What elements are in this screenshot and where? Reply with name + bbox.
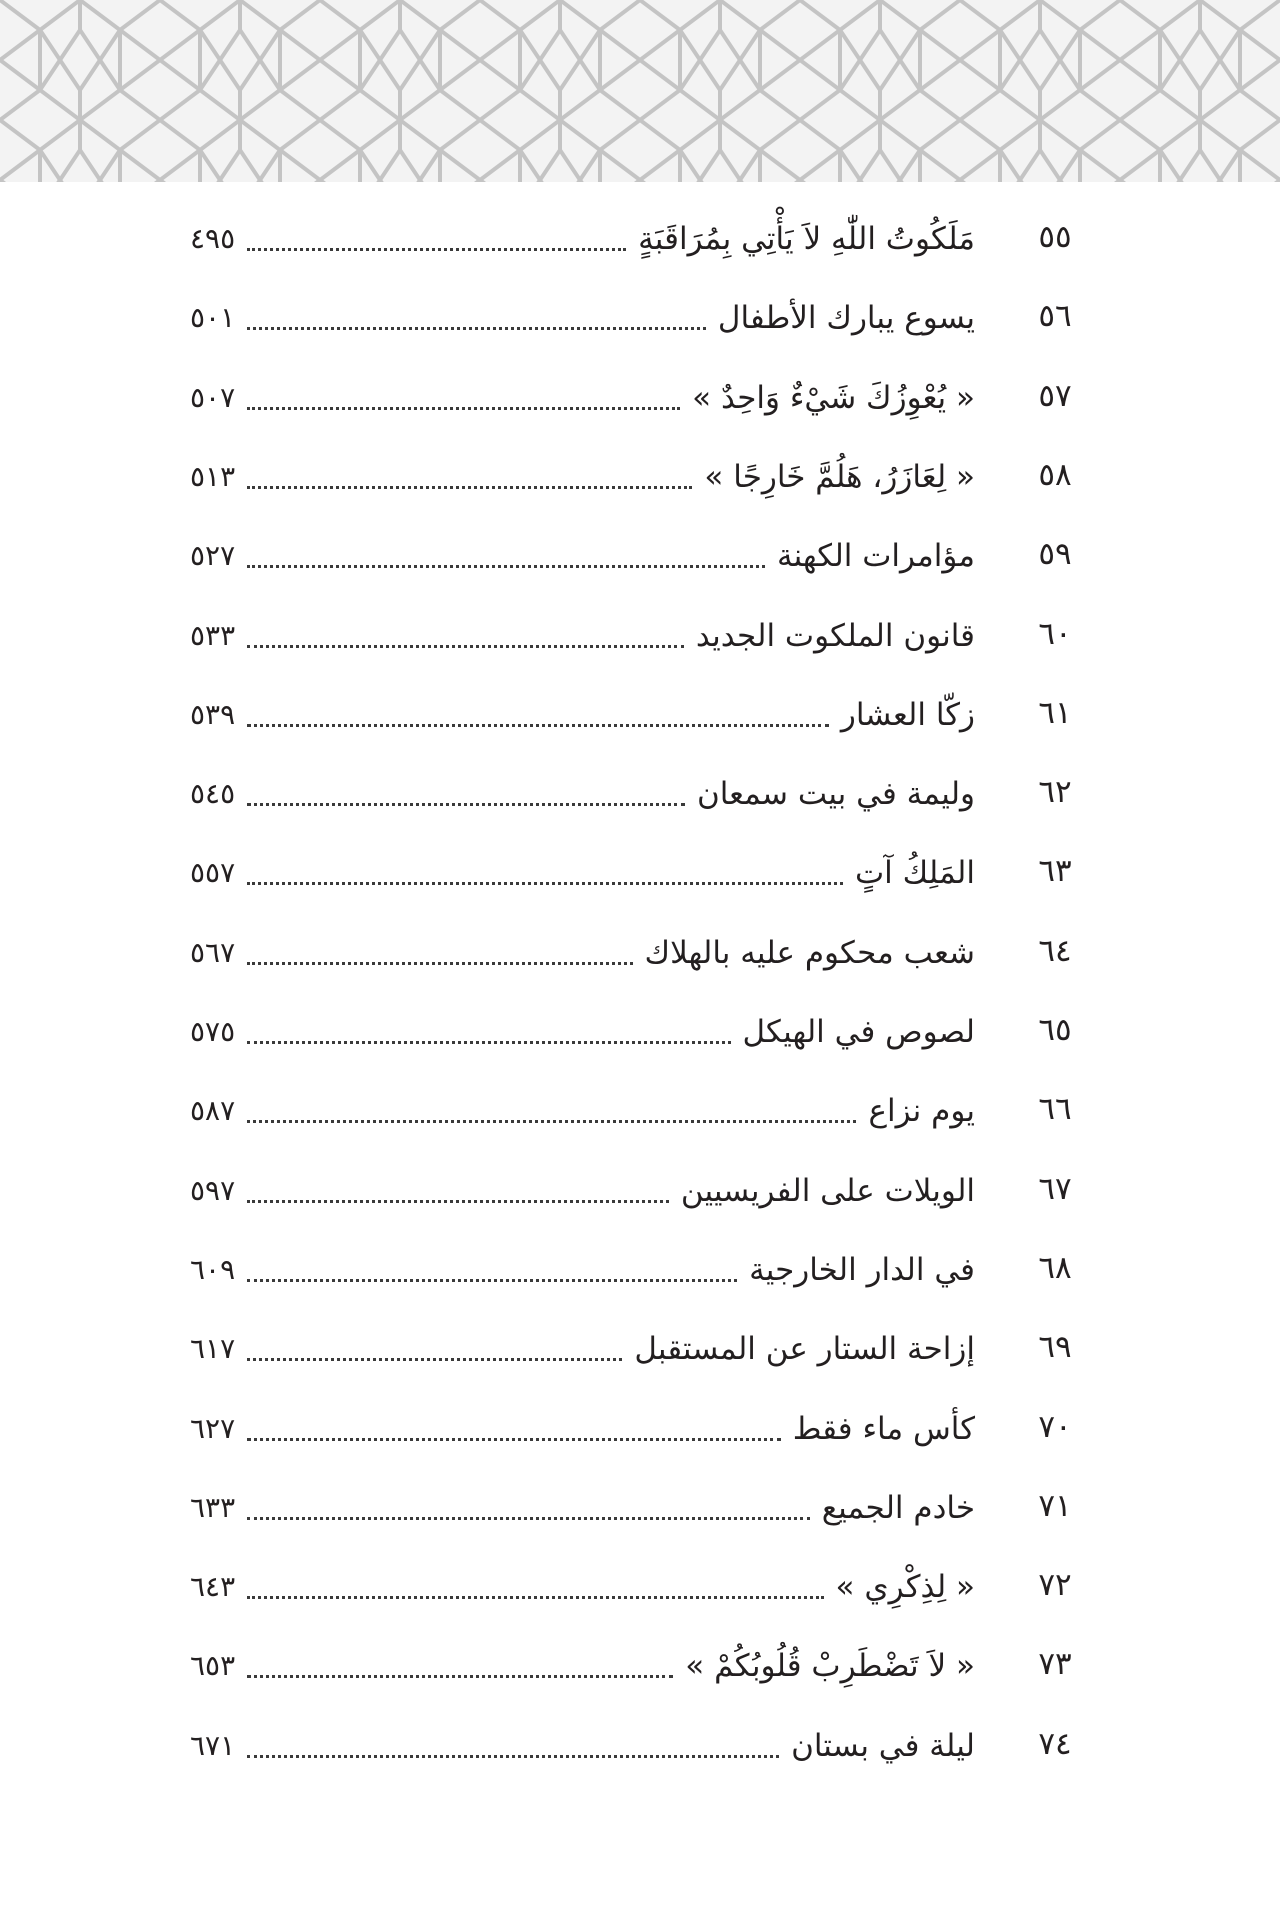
chapter-title: الويلات على الفريسيين xyxy=(680,1173,975,1209)
dot-leader xyxy=(247,1041,730,1044)
toc-entry-line xyxy=(190,1476,975,1536)
chapter-title: وليمة في بيت سمعان xyxy=(696,776,975,812)
toc-entry-line xyxy=(190,366,975,426)
chapter-title: ليلة في بستان xyxy=(791,1728,975,1764)
toc-entry-line xyxy=(190,1317,975,1377)
dot-leader xyxy=(247,645,684,648)
toc-entry xyxy=(0,1000,1280,1060)
chapter-number: ٥٦ xyxy=(1038,298,1072,334)
toc-entry-line xyxy=(190,841,975,901)
chapter-title: المَلِكُ آتٍ xyxy=(854,855,975,891)
chapter-title: مَلَكُوتُ اللّٰهِ لاَ يَأْتِي بِمُرَاقَبَةٍ xyxy=(638,221,975,257)
dot-leader xyxy=(247,1517,810,1520)
chapter-number: ٥٧ xyxy=(1038,378,1072,414)
toc-entry xyxy=(0,1634,1280,1694)
toc-entry-line xyxy=(190,762,975,822)
toc-entry xyxy=(0,1714,1280,1774)
page-number: ٥٤٥ xyxy=(190,777,236,810)
chapter-number: ٥٥ xyxy=(1038,219,1072,255)
toc-entry-line xyxy=(190,604,975,664)
page-number: ٥٦٧ xyxy=(190,936,236,969)
chapter-number: ٦٥ xyxy=(1038,1012,1072,1048)
toc-entry-line xyxy=(190,1555,975,1615)
page-number: ٥٢٧ xyxy=(190,539,236,572)
page-number: ٥٣٩ xyxy=(190,698,236,731)
chapter-title: « يُعْوِزُكَ شَيْءٌ وَاحِدٌ » xyxy=(692,380,975,416)
dot-leader xyxy=(247,565,765,568)
dot-leader xyxy=(247,1120,856,1123)
chapter-number: ٦٠ xyxy=(1038,616,1072,652)
dot-leader xyxy=(247,248,626,251)
toc-entry-line xyxy=(190,1238,975,1298)
dot-leader xyxy=(247,486,692,489)
page-number: ٥٥٧ xyxy=(190,856,236,889)
dot-leader xyxy=(247,1200,669,1203)
chapter-number: ٦٨ xyxy=(1038,1250,1072,1286)
chapter-title: قانون الملكوت الجديد xyxy=(695,618,975,654)
toc-entry xyxy=(0,445,1280,505)
dot-leader xyxy=(247,1596,823,1599)
page-number: ٥٧٥ xyxy=(190,1015,236,1048)
toc-entry xyxy=(0,1476,1280,1536)
toc-entry xyxy=(0,366,1280,426)
chapter-title: زكّا العشار xyxy=(840,697,975,733)
toc-entry-line xyxy=(190,445,975,505)
page-number: ٦٣٣ xyxy=(190,1491,236,1524)
page-number: ٦٤٣ xyxy=(190,1570,236,1603)
dot-leader xyxy=(247,724,829,727)
chapter-number: ٦٢ xyxy=(1038,774,1072,810)
page-number: ٤٩٥ xyxy=(190,222,236,255)
chapter-title: مؤامرات الكهنة xyxy=(776,538,975,574)
dot-leader xyxy=(247,1755,779,1758)
toc-entry xyxy=(0,921,1280,981)
toc-entry xyxy=(0,1317,1280,1377)
toc-entry-line xyxy=(190,1000,975,1060)
chapter-title: « لِعَازَرُ، هَلُمَّ خَارِجًا » xyxy=(704,459,975,495)
dot-leader xyxy=(247,327,706,330)
toc-entry-line xyxy=(190,1714,975,1774)
dot-leader xyxy=(247,1358,622,1361)
toc-entry xyxy=(0,286,1280,346)
page-number: ٥٠٧ xyxy=(190,381,236,414)
toc-entry xyxy=(0,683,1280,743)
toc-entry xyxy=(0,604,1280,664)
dot-leader xyxy=(247,1279,737,1282)
page-number: ٥٠١ xyxy=(190,301,236,334)
chapter-title: خادم الجميع xyxy=(821,1490,975,1526)
toc-entry-line xyxy=(190,1397,975,1457)
toc-entry xyxy=(0,1159,1280,1219)
toc-entry-line xyxy=(190,683,975,743)
toc-entry-line xyxy=(190,921,975,981)
toc-entry xyxy=(0,1555,1280,1615)
dot-leader xyxy=(247,962,632,965)
chapter-title: شعب محكوم عليه بالهلاك xyxy=(644,935,975,971)
chapter-title: في الدار الخارجية xyxy=(749,1252,975,1288)
page-number: ٦٧١ xyxy=(190,1729,236,1762)
chapter-number: ٥٨ xyxy=(1038,457,1072,493)
chapter-number: ٧٤ xyxy=(1038,1726,1072,1762)
chapter-title: لصوص في الهيكل xyxy=(742,1014,975,1050)
chapter-number: ٦٧ xyxy=(1038,1171,1072,1207)
chapter-title: إزاحة الستار عن المستقبل xyxy=(634,1331,975,1367)
toc-entry-line xyxy=(190,286,975,346)
toc-entry-line xyxy=(190,1159,975,1219)
page-number: ٦١٧ xyxy=(190,1332,236,1365)
chapter-title: كأس ماء فقط xyxy=(792,1411,975,1447)
chapter-title: « لِذِكْرِي » xyxy=(835,1569,975,1605)
chapter-title: « لاَ تَضْطَرِبْ قُلُوبُكُمْ » xyxy=(685,1648,975,1684)
chapter-number: ٦٦ xyxy=(1038,1091,1072,1127)
page-number: ٥١٣ xyxy=(190,460,236,493)
dot-leader xyxy=(247,803,685,806)
toc-entry xyxy=(0,1238,1280,1298)
dot-leader xyxy=(247,407,680,410)
toc-entry xyxy=(0,762,1280,822)
chapter-number: ٥٩ xyxy=(1038,536,1072,572)
dot-leader xyxy=(247,882,843,885)
toc-entry-line xyxy=(190,1634,975,1694)
toc-entry xyxy=(0,1397,1280,1457)
chapter-title: يسوع يبارك الأطفال xyxy=(717,300,975,336)
page-number: ٦٠٩ xyxy=(190,1253,236,1286)
toc-entry-line xyxy=(190,1079,975,1139)
page-number: ٦٥٣ xyxy=(190,1649,236,1682)
page-number: ٥٩٧ xyxy=(190,1174,236,1207)
chapter-number: ٦٤ xyxy=(1038,933,1072,969)
page-number: ٥٣٣ xyxy=(190,619,236,652)
toc-entry xyxy=(0,207,1280,267)
dot-leader xyxy=(247,1675,673,1678)
chapter-title: يوم نزاع xyxy=(868,1093,975,1129)
chapter-number: ٦١ xyxy=(1038,695,1072,731)
chapter-number: ٧٢ xyxy=(1038,1567,1072,1603)
page-number: ٥٨٧ xyxy=(190,1094,236,1127)
toc-entry-line xyxy=(190,207,975,267)
chapter-number: ٧٠ xyxy=(1038,1409,1072,1445)
page-number: ٦٢٧ xyxy=(190,1412,236,1445)
toc-entry xyxy=(0,841,1280,901)
chapter-number: ٧١ xyxy=(1038,1488,1072,1524)
chapter-number: ٦٣ xyxy=(1038,853,1072,889)
toc-entry xyxy=(0,524,1280,584)
toc-entry-line xyxy=(190,524,975,584)
chapter-number: ٦٩ xyxy=(1038,1329,1072,1365)
chapter-number: ٧٣ xyxy=(1038,1646,1072,1682)
dot-leader xyxy=(247,1438,781,1441)
toc-entry xyxy=(0,1079,1280,1139)
